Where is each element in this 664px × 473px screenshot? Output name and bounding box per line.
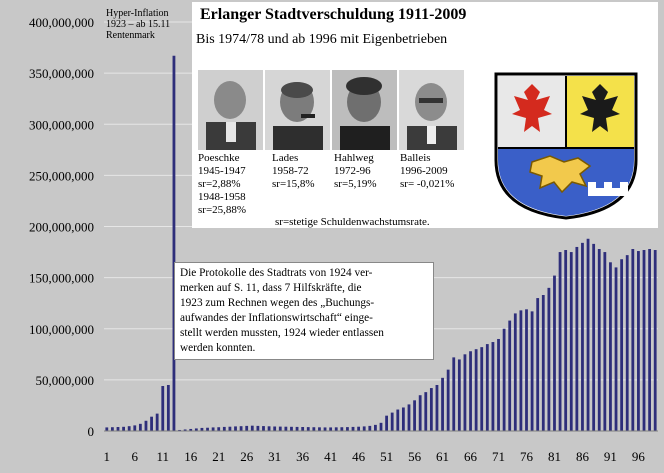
mayor-info-poeschke <box>198 152 246 217</box>
mayor-portrait-poeschke <box>198 70 263 150</box>
bar <box>363 426 366 431</box>
bar <box>408 404 411 431</box>
bar <box>234 426 237 431</box>
bar <box>111 427 114 431</box>
bar <box>268 426 271 431</box>
bar <box>318 427 321 431</box>
mayor-term: 1996-2009 <box>400 165 448 177</box>
bar <box>447 370 450 431</box>
bar <box>514 313 517 431</box>
bar <box>173 56 176 431</box>
bar <box>133 425 136 431</box>
bar <box>486 344 489 431</box>
bar <box>508 321 511 431</box>
bar <box>217 427 220 431</box>
mayor-rate: sr=5,19% <box>334 178 377 190</box>
x-tick-label: 71 <box>492 449 506 464</box>
bar <box>122 427 125 431</box>
bar <box>150 417 153 431</box>
bar <box>352 427 355 431</box>
bar <box>161 386 164 431</box>
bar <box>290 427 293 431</box>
bar <box>525 309 528 431</box>
bar <box>631 249 634 431</box>
bar <box>396 410 399 431</box>
bar <box>413 400 416 431</box>
bar <box>542 295 545 431</box>
chart-title: Erlanger Stadtverschuldung 1911-2009 <box>200 6 467 23</box>
bar <box>592 244 595 431</box>
x-tick-label: 51 <box>380 449 394 464</box>
mayor-portrait-lades <box>265 70 330 150</box>
bar <box>251 426 254 431</box>
bar <box>492 342 495 431</box>
bar <box>340 427 343 431</box>
bar <box>547 288 550 431</box>
bar <box>464 354 467 431</box>
mayor-rate: sr= -0,021% <box>400 178 455 190</box>
bar <box>497 339 500 431</box>
x-tick-label: 1 <box>103 449 111 464</box>
x-tick-label: 61 <box>436 449 450 464</box>
hyper-inflation-line: Hyper-Inflation <box>106 8 169 19</box>
x-tick-label: 76 <box>519 449 533 464</box>
bar <box>564 250 567 431</box>
bar <box>531 311 534 431</box>
bar <box>475 349 478 431</box>
protocol-note-line: 1923 zum Rechnen wegen des „Buchungs- <box>180 297 375 309</box>
x-tick-label: 21 <box>212 449 226 464</box>
y-tick-label: 400,000,000 <box>29 15 94 30</box>
bar <box>609 262 612 431</box>
x-tick-label: 56 <box>408 449 422 464</box>
protocol-note-line: Die Protokolle des Stadtrats von 1924 ver- <box>180 267 373 279</box>
bar <box>128 426 131 431</box>
protocol-note-box <box>174 262 434 360</box>
bar <box>643 250 646 431</box>
x-tick-label: 81 <box>547 449 561 464</box>
sr-definition-note: sr=stetige Schuldenwachstumsrate. <box>275 216 430 228</box>
bar <box>329 427 332 431</box>
mayor-term: 1972-96 <box>334 165 371 177</box>
bar <box>212 427 215 431</box>
x-tick-label: 41 <box>324 449 338 464</box>
bar <box>284 427 287 431</box>
bar <box>469 351 472 431</box>
hyper-inflation-line: 1923 – ab 15.11 <box>106 19 171 30</box>
bar <box>240 426 243 431</box>
mayor-term: 1945-1947 <box>198 165 246 177</box>
bar <box>374 425 377 431</box>
bar <box>419 395 422 431</box>
bar <box>587 239 590 431</box>
coat-of-arms-image <box>492 70 640 220</box>
bar <box>167 385 170 431</box>
y-tick-label: 150,000,000 <box>29 270 94 286</box>
bar <box>553 276 556 431</box>
bar <box>575 247 578 431</box>
mayor-info-lades <box>272 152 315 191</box>
x-tick-label: 86 <box>575 449 589 464</box>
mayor-rate: sr=25,88% <box>198 204 247 216</box>
bar <box>301 427 304 431</box>
x-tick-label: 36 <box>296 449 310 464</box>
mayor-name: Poeschke <box>198 152 240 164</box>
protocol-note-line: merken auf S. 11, dass 7 Hilfskräfte, die <box>180 282 362 294</box>
bar <box>424 392 427 431</box>
bar <box>603 252 606 431</box>
protocol-note-line: aufwandes der Inflationswirtschaft“ einge- <box>180 312 373 324</box>
protocol-note-line: stellt werden mussten, 1924 wieder entlassen <box>180 327 384 339</box>
bar <box>581 243 584 431</box>
bar <box>430 388 433 431</box>
bar <box>335 427 338 431</box>
bar <box>385 416 388 431</box>
bar <box>223 427 226 431</box>
bar <box>256 426 259 431</box>
mayor-rate: sr=15,8% <box>272 178 315 190</box>
hyper-inflation-line: Rentenmark <box>106 30 155 41</box>
x-tick-label: 6 <box>131 449 139 464</box>
mayor-portrait-balleis <box>399 70 464 150</box>
bar <box>436 385 439 431</box>
bar <box>357 427 360 431</box>
bar <box>503 329 506 431</box>
protocol-note-line: werden konnten. <box>180 342 256 354</box>
bar <box>324 427 327 431</box>
bar <box>273 427 276 432</box>
bar <box>296 427 299 431</box>
bar <box>654 250 657 431</box>
bar <box>156 414 159 431</box>
y-tick-label: 350,000,000 <box>29 66 94 82</box>
mayor-info-balleis <box>400 152 454 191</box>
y-tick-label: 250,000,000 <box>29 168 94 184</box>
bar <box>536 298 539 431</box>
x-tick-label: 31 <box>268 449 282 464</box>
bar <box>139 424 142 431</box>
bar <box>391 413 394 431</box>
bar <box>380 423 383 431</box>
bar <box>480 347 483 431</box>
y-tick-label: 50,000,000 <box>35 372 94 388</box>
mayor-info-hahlweg <box>334 152 377 191</box>
x-tick-label: 46 <box>352 449 366 464</box>
x-tick-label: 11 <box>156 449 170 464</box>
protocol-note-text <box>180 266 432 356</box>
mayor-name: Lades <box>272 152 299 164</box>
bar <box>145 421 148 431</box>
mayor-term: 1948-1958 <box>198 191 246 203</box>
bar <box>262 426 265 431</box>
bar <box>559 252 562 431</box>
bar <box>346 427 349 431</box>
bar <box>626 255 629 431</box>
bar <box>105 427 108 431</box>
bar <box>570 252 573 431</box>
x-tick-label: 26 <box>240 449 254 464</box>
bar <box>117 427 120 431</box>
bar <box>307 427 310 431</box>
x-tick-label: 66 <box>464 449 478 464</box>
y-tick-label: 200,000,000 <box>29 219 94 235</box>
x-tick-label: 96 <box>631 449 645 464</box>
y-tick-label: 100,000,000 <box>29 321 94 337</box>
bar <box>452 357 455 431</box>
x-tick-label: 16 <box>184 449 198 464</box>
bar <box>648 249 651 431</box>
x-tick-label: 91 <box>603 449 617 464</box>
mayor-portrait-hahlweg <box>332 70 397 150</box>
bar <box>229 427 232 431</box>
mayor-name: Balleis <box>400 152 431 164</box>
bar <box>368 426 371 431</box>
bar <box>520 310 523 431</box>
bar <box>279 427 282 431</box>
y-tick-label: 300,000,000 <box>29 117 94 133</box>
chart-subtitle: Bis 1974/78 und ab 1996 mit Eigenbetrieben <box>196 32 448 47</box>
mayor-rate: sr=2,88% <box>198 178 241 190</box>
bar <box>620 259 623 431</box>
bar <box>458 359 461 431</box>
mayor-name: Hahlweg <box>334 152 374 164</box>
bar <box>312 427 315 431</box>
y-tick-label: 0 <box>87 424 94 439</box>
bar <box>637 251 640 431</box>
bar <box>615 267 618 431</box>
hyper-inflation-label <box>106 8 178 41</box>
mayor-term: 1958-72 <box>272 165 309 177</box>
bar <box>598 249 601 431</box>
bar <box>245 426 248 431</box>
bar <box>441 378 444 431</box>
bar <box>402 407 405 431</box>
